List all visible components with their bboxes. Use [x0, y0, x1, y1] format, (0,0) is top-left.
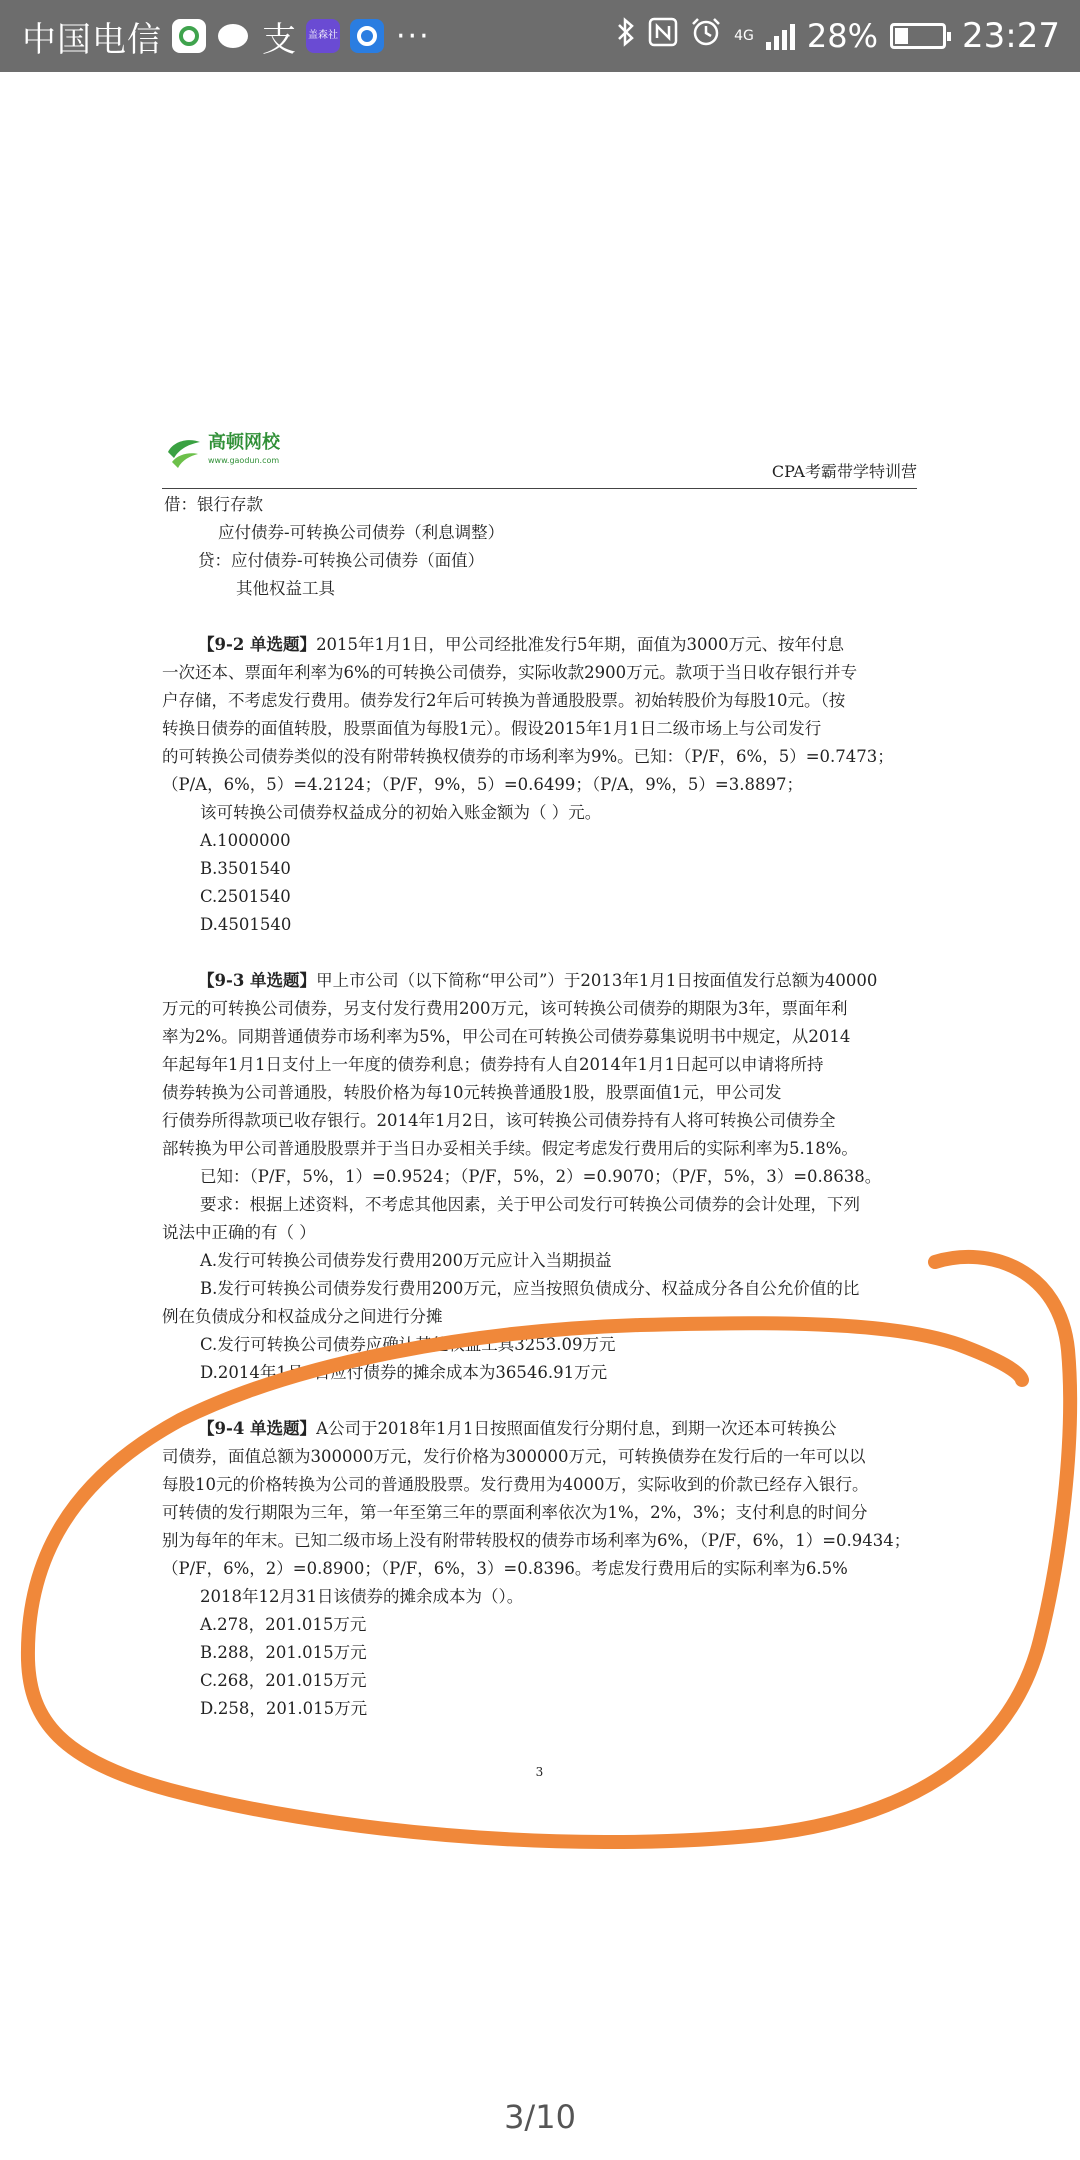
app-icon — [350, 19, 384, 53]
text-line: 甲上市公司（以下简称“甲公司”）于2013年1月1日按面值发行总额为40000 — [316, 971, 878, 990]
journal-entry-block — [162, 491, 917, 603]
text-line: 的可转换公司债券类似的没有附带转换权债券的市场利率为9%。已知：（P/F，6%，5）=0.7473； — [162, 747, 894, 766]
text-line: （P/F，6%，2）=0.8900；（P/F，6%，3）=0.8396。考虑发行费用后的实际利率为6.5% — [162, 1559, 848, 1578]
text-line: 司债券，面值总额为300000万元，发行价格为300000万元，可转换债券在发行后的一年可以以 — [162, 1447, 866, 1466]
network-type: 4G — [734, 28, 754, 44]
text-line: 行债券所得款项已收存银行。2014年1月2日，该可转换公司债券持有人将可转换公司债券全 — [162, 1111, 836, 1130]
text-line: 户存储，不考虑发行费用。债券发行2年后可转换为普通股股票。初始转股价为每股10元。（按 — [162, 691, 846, 710]
text-line: 万元的可转换公司债券，另支付发行费用200万元，该可转换公司债券的期限为3年，票面年利 — [162, 999, 848, 1018]
text-line: 转换日债券的面值转股，股票面值为每股1元）。假设2015年1月1日二级市场上与公司发行 — [162, 719, 822, 738]
requirement-text: 说法中正确的有（ ） — [162, 1223, 316, 1242]
text-line: 借：银行存款 — [164, 495, 263, 514]
nfc-icon — [648, 17, 678, 55]
option-d: D.2014年1月1日应付债券的摊余成本为36546.91万元 — [200, 1363, 608, 1382]
signal-icon — [766, 22, 795, 50]
bluetooth-icon — [616, 16, 636, 56]
more-notifications-icon: ··· — [396, 18, 431, 54]
option-d: D.258，201.015万元 — [200, 1699, 368, 1718]
option-a: A.发行可转换公司债券发行费用200万元应计入当期损益 — [200, 1251, 612, 1270]
text-line: A公司于2018年1月1日按照面值发行分期付息，到期一次还本可转换公 — [316, 1419, 837, 1438]
option-a: A.1000000 — [200, 831, 291, 850]
document-header-title: CPA考霸带学特训营 — [771, 462, 917, 481]
document-header — [162, 430, 917, 489]
text-line: 每股10元的价格转换为公司的普通股股票。发行费用为4000万，实际收到的价款已经存入银行。 — [162, 1475, 869, 1494]
question-9-4 — [162, 1415, 917, 1723]
alarm-icon — [690, 16, 722, 56]
app-icon: 盖森社 — [306, 19, 340, 53]
document-page — [162, 430, 917, 1779]
option-b: B.288，201.015万元 — [200, 1643, 367, 1662]
text-line: 债券转换为公司普通股，转股价格为每10元转换普通股1股，股票面值1元，甲公司发 — [162, 1083, 782, 1102]
clock: 23:27 — [962, 16, 1060, 56]
gaodun-logo — [164, 432, 280, 472]
text-line: 应付债券-可转换公司债券（利息调整） — [218, 523, 505, 542]
option-b: B.发行可转换公司债券发行费用200万元，应当按照负债成分、权益成分各自公允价值的比 — [200, 1279, 860, 1298]
option-a: A.278，201.015万元 — [200, 1615, 367, 1634]
browser-app-icon — [172, 19, 206, 53]
option-b-continued: 例在负债成分和权益成分之间进行分摊 — [162, 1307, 443, 1326]
text-line: （P/A，6%，5）=4.2124；（P/F，9%，5）=0.6499；（P/A，9%，5）=3.8897； — [162, 775, 803, 794]
option-d: D.4501540 — [200, 915, 292, 934]
text-line: 别为每年的年末。已知二级市场上没有附带转股权的债券市场利率为6%，（P/F，6%，1）=0.9434； — [162, 1531, 911, 1550]
question-text: 该可转换公司债券权益成分的初始入账金额为（ ）元。 — [200, 803, 602, 822]
alipay-icon: 支 — [262, 19, 296, 60]
text-line: 年起每年1月1日支付上一年度的债券利息；债券持有人自2014年1月1日起可以申请将所持 — [162, 1055, 824, 1074]
option-c: C.268，201.015万元 — [200, 1671, 367, 1690]
option-c: C.2501540 — [200, 887, 291, 906]
question-9-3 — [162, 967, 917, 1387]
question-text: 2018年12月31日该债券的摊余成本为（）。 — [200, 1587, 524, 1606]
text-line: 2015年1月1日，甲公司经批准发行5年期，面值为3000万元、按年付息 — [316, 635, 845, 654]
text-line: 贷：应付债券-可转换公司债券（面值） — [198, 551, 485, 570]
known-values: 已知：（P/F，5%，1）=0.9524；（P/F，5%，2）=0.9070；（P/F，5%，3）=0.8638。 — [200, 1167, 882, 1186]
requirement-text: 要求：根据上述资料，不考虑其他因素，关于甲公司发行可转换公司债券的会计处理，下列 — [200, 1195, 860, 1214]
question-tag: 【9-4 单选题】 — [198, 1419, 317, 1438]
page-indicator: 3/10 — [504, 2098, 576, 2136]
question-tag: 【9-3 单选题】 — [198, 971, 317, 990]
question-9-2 — [162, 631, 917, 939]
option-b: B.3501540 — [200, 859, 291, 878]
carrier-label: 中国电信 — [22, 19, 162, 60]
text-line: 可转债的发行期限为三年，第一年至第三年的票面利率依次为1%，2%，3%；支付利息的时间分 — [162, 1503, 868, 1522]
text-line: 一次还本、票面年利率为6%的可转换公司债券，实际收款2900万元。款项于当日收存银行并专 — [162, 663, 858, 682]
text-line: 其他权益工具 — [236, 579, 335, 598]
logo-url: www.gaodun.com — [208, 456, 280, 465]
status-bar — [0, 0, 1080, 72]
question-tag: 【9-2 单选题】 — [198, 635, 317, 654]
battery-icon — [890, 23, 946, 49]
battery-percent: 28% — [806, 17, 879, 55]
page-number: 3 — [535, 1765, 544, 1779]
logo-mark-icon — [164, 432, 204, 472]
text-line: 部转换为甲公司普通股股票并于当日办妥相关手续。假定考虑发行费用后的实际利率为5.18%。 — [162, 1139, 858, 1158]
logo-name: 高顿网校 — [208, 432, 280, 453]
chat-bubble-icon — [216, 19, 250, 53]
text-line: 率为2%。同期普通债券市场利率为5%，甲公司在可转换公司债券募集说明书中规定，从2014 — [162, 1027, 851, 1046]
option-c: C.发行可转换公司债券应确认其他权益工具3253.09万元 — [200, 1335, 616, 1354]
